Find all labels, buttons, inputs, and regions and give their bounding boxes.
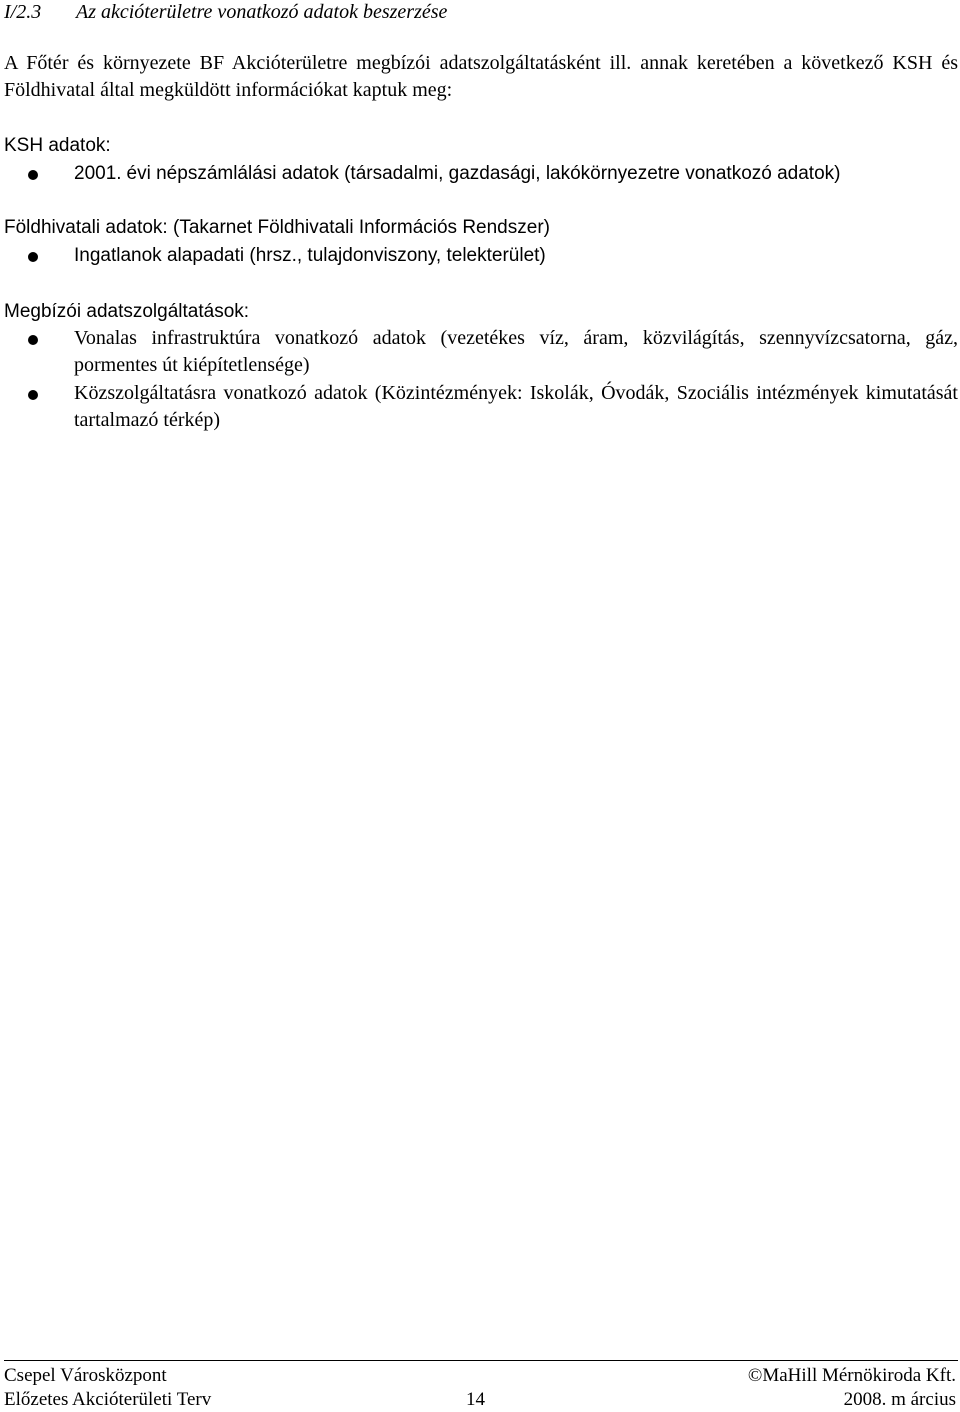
footer-row-top bbox=[4, 1364, 958, 1388]
footer-copyright: ©MaHill Mérnökiroda Kft. bbox=[747, 1365, 956, 1386]
page-number: 14 bbox=[466, 1389, 485, 1410]
footer-date: 2008. m árcius bbox=[843, 1389, 956, 1410]
bullet-icon bbox=[28, 252, 38, 262]
bullet-icon bbox=[28, 170, 38, 180]
megbizoi-item-text: Közszolgáltatásra vonatkozó adatok (Közintézmények: Iskolák, Óvodák, Szociális intézmények kimutatását tartalmazó térkép) bbox=[74, 382, 958, 431]
intro-paragraph: A Főtér és környezete BF Akcióterületre megbízói adatszolgáltatásként ill. annak keretében a következő KSH és Földhivatal által megküldött információkat kaptuk meg: bbox=[4, 52, 958, 101]
footer-document-title: Előzetes Akcióterületi Terv bbox=[4, 1389, 212, 1410]
megbizoi-label: Megbízói adatszolgáltatások: bbox=[4, 301, 250, 322]
ksh-item-text: évi népszámlálási adatok (társadalmi, gazdasági, lakókörnyezetre vonatkozó adatok) bbox=[126, 163, 841, 184]
section-title: Az akcióterületre vonatkozó adatok beszerzése bbox=[76, 1, 448, 23]
footer-project-name: Csepel Városközpont bbox=[4, 1365, 167, 1386]
bullet-icon bbox=[28, 335, 38, 345]
list-item bbox=[4, 160, 958, 187]
foldhivatal-label: Földhivatali adatok: (Takarnet Földhivatali Információs Rendszer) bbox=[4, 217, 550, 238]
footer-divider bbox=[4, 1360, 958, 1361]
list-item bbox=[4, 242, 958, 269]
section-heading bbox=[4, 0, 447, 24]
list-item bbox=[4, 380, 958, 434]
footer-row-bottom bbox=[4, 1388, 958, 1412]
ksh-label: KSH adatok: bbox=[4, 135, 111, 156]
list-item bbox=[4, 325, 958, 379]
ksh-year: 2001. bbox=[74, 163, 122, 184]
megbizoi-item-text: Vonalas infrastruktúra vonatkozó adatok (vezetékes víz, áram, közvilágítás, szennyvízcsatorna, gáz, pormentes út kiépítetlensége) bbox=[74, 327, 958, 376]
foldhivatal-item-text: Ingatlanok alapadati (hrsz., tulajdonviszony, telekterület) bbox=[74, 245, 546, 266]
section-number: I/2.3 bbox=[4, 1, 42, 23]
bullet-icon bbox=[28, 390, 38, 400]
